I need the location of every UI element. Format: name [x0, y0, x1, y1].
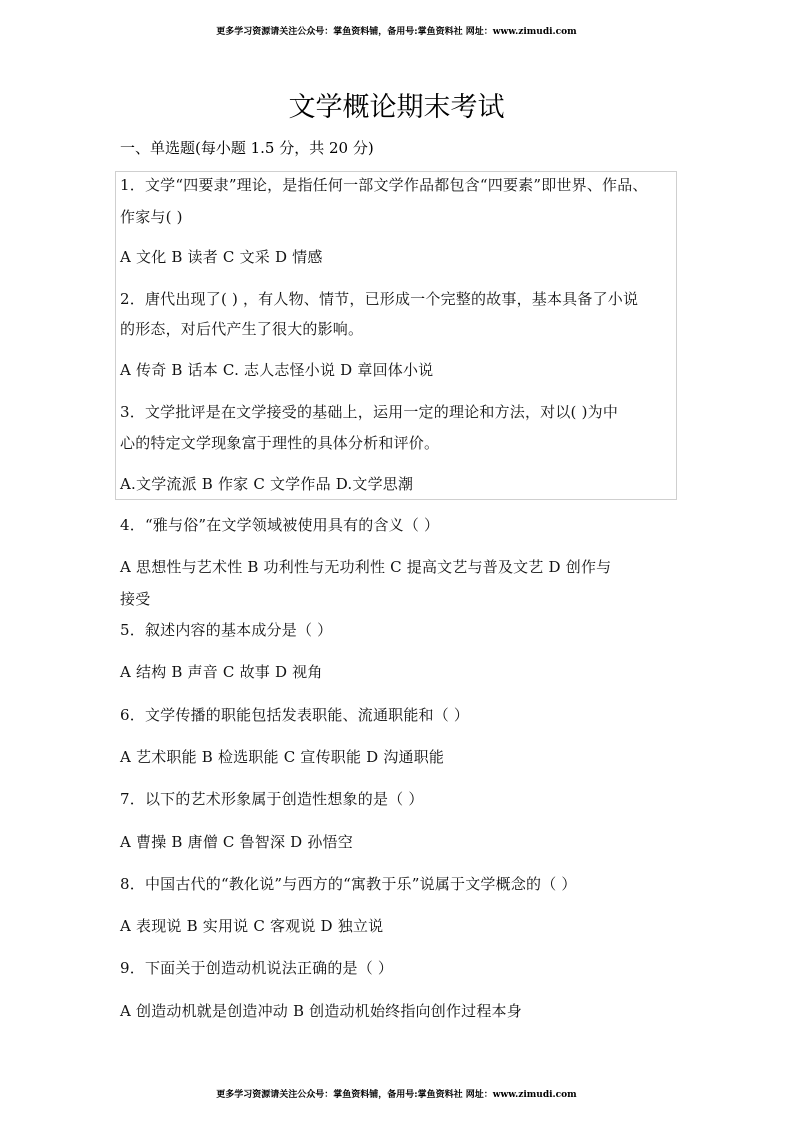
question-7-options: A 曹操 B 唐僧 C 鲁智深 D 孙悟空 [120, 833, 353, 851]
section-heading: 一、单选题(每小题 1.5 分，共 20 分) [120, 139, 374, 157]
question-1-line-1: 1．文学“四要隶”理论，是指任何一部文学作品都包含“四要素”即世界、作品、 [120, 176, 648, 194]
question-4-line-1: 4．“雅与俗”在文学领域被使用具有的含义（ ） [120, 516, 440, 534]
question-4-options-cont: 接受 [120, 590, 151, 608]
question-2-line-2: 的形态，对后代产生了很大的影响。 [120, 320, 364, 338]
question-4-options: A 思想性与艺术性 B 功利性与无功利性 C 提高文艺与普及文艺 D 创作与 [120, 558, 612, 576]
question-5-line-1: 5．叙述内容的基本成分是（ ） [120, 621, 333, 639]
question-5-options: A 结构 B 声音 C 故事 D 视角 [120, 663, 323, 681]
question-3-line-2: 心的特定文学现象富于理性的具体分析和评价。 [120, 434, 440, 452]
question-3-line-1: 3．文学批评是在文学接受的基础上，运用一定的理论和方法，对以( )为中 [120, 403, 619, 421]
question-1-line-2: 作家与( ) [120, 208, 183, 226]
question-9-line-1: 9．下面关于创造动机说法正确的是（ ） [120, 959, 394, 977]
question-8-options: A 表现说 B 实用说 C 客观说 D 独立说 [120, 917, 384, 935]
question-3-options: A.文学流派 B 作家 C 文学作品 D.文学思潮 [120, 475, 414, 493]
question-2-options: A 传奇 B 话本 C. 志人志怪小说 D 章回体小说 [120, 361, 434, 379]
question-1-options: A 文化 B 读者 C 文采 D 情感 [120, 248, 323, 266]
page-footer: 更多学习资源请关注公众号：掌鱼资料铺，备用号:掌鱼资料社 网址：www.zimudi.com [216, 1090, 577, 1100]
question-8-line-1: 8．中国古代的“教化说”与西方的“寓教于乐”说属于文学概念的（ ） [120, 875, 577, 893]
page-title: 文学概论期末考试 [288, 92, 505, 123]
question-6-options: A 艺术职能 B 检选职能 C 宣传职能 D 沟通职能 [120, 748, 445, 766]
page-header: 更多学习资源请关注公众号：掌鱼资料铺，备用号:掌鱼资料社 网址：www.zimudi.com [216, 27, 577, 37]
question-9-options: A 创造动机就是创造冲动 B 创造动机始终指向创作过程本身 [120, 1002, 522, 1020]
question-7-line-1: 7．以下的艺术形象属于创造性想象的是（ ） [120, 790, 424, 808]
question-6-line-1: 6．文学传播的职能包括发表职能、流通职能和（ ） [120, 706, 470, 724]
question-2-line-1: 2．唐代出现了( ) ，有人物、情节，已形成一个完整的故事，基本具备了小说 [120, 290, 639, 308]
